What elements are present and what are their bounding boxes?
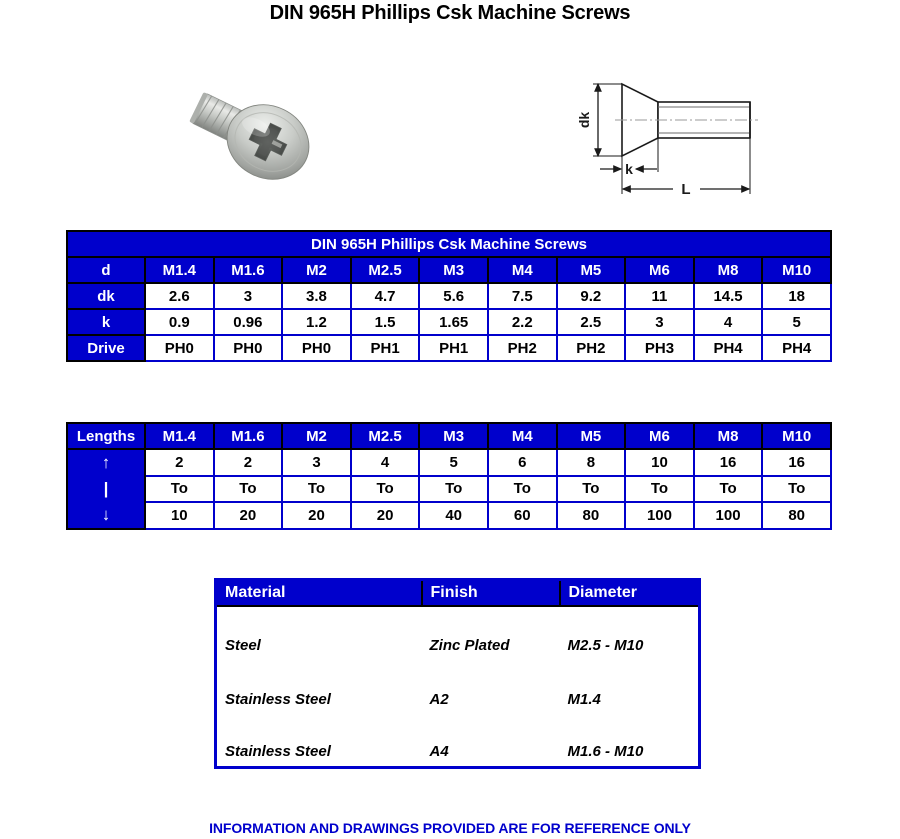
cell-value: 4 xyxy=(694,309,763,335)
material-column-header: Material xyxy=(216,580,422,606)
cell-value: 11 xyxy=(625,283,694,309)
technical-drawing xyxy=(560,72,770,202)
drawing-label-dk: dk xyxy=(576,111,592,129)
size-header: M10 xyxy=(762,423,831,449)
cell-value: 2.6 xyxy=(145,283,214,309)
cell-value: 5 xyxy=(419,449,488,476)
cell-value: 2.2 xyxy=(488,309,557,335)
drawing-label-L: L xyxy=(681,181,691,198)
cell-value: 3 xyxy=(625,309,694,335)
size-header: M3 xyxy=(419,257,488,283)
size-header: M1.4 xyxy=(145,423,214,449)
cell-value: To xyxy=(625,476,694,503)
cell-value: 2 xyxy=(145,449,214,476)
cell-value: 100 xyxy=(625,502,694,529)
table-row xyxy=(67,335,831,361)
cell-value: PH0 xyxy=(145,335,214,361)
diameter-column-header: Diameter xyxy=(560,580,700,606)
product-photo xyxy=(176,72,326,197)
size-header: M8 xyxy=(694,423,763,449)
cell-value: To xyxy=(145,476,214,503)
cell-value: 14.5 xyxy=(694,283,763,309)
cell-value: 16 xyxy=(694,449,763,476)
disclaimer-footer: INFORMATION AND DRAWINGS PROVIDED ARE FOR REFERENCE ONLY xyxy=(209,820,691,836)
table-row xyxy=(67,449,831,476)
size-header: M2 xyxy=(282,257,351,283)
cell-value: 3 xyxy=(282,449,351,476)
cell-value: 1.5 xyxy=(351,309,420,335)
cell-value: 9.2 xyxy=(557,283,626,309)
cell-value: 18 xyxy=(762,283,831,309)
cell-value: To xyxy=(557,476,626,503)
cell-value: PH4 xyxy=(762,335,831,361)
size-header: M10 xyxy=(762,257,831,283)
drawing-label-k: k xyxy=(625,161,633,177)
material-table xyxy=(214,578,701,769)
cell-value: 80 xyxy=(557,502,626,529)
cell-value: PH0 xyxy=(214,335,283,361)
cell-value: 20 xyxy=(214,502,283,529)
page-title: DIN 965H Phillips Csk Machine Screws xyxy=(269,2,631,24)
arrow-bar-icon: | xyxy=(103,479,109,499)
cell-value: To xyxy=(214,476,283,503)
lengths-table xyxy=(66,422,832,530)
finish-value: A2 xyxy=(422,660,560,714)
cell-value: To xyxy=(488,476,557,503)
cell-value: 5 xyxy=(762,309,831,335)
cell-value: 40 xyxy=(419,502,488,529)
table-row xyxy=(67,476,831,503)
dimensions-header-label: d xyxy=(67,257,145,283)
material-value: Stainless Steel xyxy=(216,714,422,768)
cell-value: PH1 xyxy=(419,335,488,361)
lengths-header-label: Lengths xyxy=(67,423,145,449)
row-label: k xyxy=(67,309,145,335)
table-row xyxy=(216,660,700,714)
table-row xyxy=(216,606,700,660)
cell-value: PH1 xyxy=(351,335,420,361)
table-row-header xyxy=(216,580,700,606)
arrow-down-icon: ↓ xyxy=(101,505,111,525)
cell-value: To xyxy=(419,476,488,503)
cell-value: PH2 xyxy=(488,335,557,361)
size-header: M1.4 xyxy=(145,257,214,283)
material-value: Steel xyxy=(216,606,422,660)
diameter-value: M1.6 - M10 xyxy=(560,714,700,768)
screw-photo-svg xyxy=(176,72,326,197)
cell-value: 10 xyxy=(145,502,214,529)
size-header: M6 xyxy=(625,423,694,449)
cell-value: 16 xyxy=(762,449,831,476)
lengths-range-arrows xyxy=(67,449,145,529)
size-header: M2.5 xyxy=(351,257,420,283)
size-header: M4 xyxy=(488,423,557,449)
table-row xyxy=(67,502,831,529)
cell-value: 20 xyxy=(351,502,420,529)
cell-value: To xyxy=(694,476,763,503)
size-header: M2.5 xyxy=(351,423,420,449)
row-label: dk xyxy=(67,283,145,309)
cell-value: 100 xyxy=(694,502,763,529)
arrow-up-icon: ↑ xyxy=(101,453,111,473)
diameter-value: M2.5 - M10 xyxy=(560,606,700,660)
cell-value: 4 xyxy=(351,449,420,476)
size-header: M6 xyxy=(625,257,694,283)
dimensions-banner: DIN 965H Phillips Csk Machine Screws xyxy=(67,231,831,257)
cell-value: PH4 xyxy=(694,335,763,361)
finish-value: Zinc Plated xyxy=(422,606,560,660)
table-row xyxy=(67,283,831,309)
cell-value: 0.96 xyxy=(214,309,283,335)
cell-value: PH2 xyxy=(557,335,626,361)
cell-value: 5.6 xyxy=(419,283,488,309)
size-header: M8 xyxy=(694,257,763,283)
cell-value: 60 xyxy=(488,502,557,529)
row-label: Drive xyxy=(67,335,145,361)
cell-value: 20 xyxy=(282,502,351,529)
cell-value: 8 xyxy=(557,449,626,476)
table-row-banner xyxy=(67,231,831,257)
size-header: M2 xyxy=(282,423,351,449)
size-header: M1.6 xyxy=(214,257,283,283)
cell-value: 7.5 xyxy=(488,283,557,309)
table-row xyxy=(67,309,831,335)
cell-value: 3 xyxy=(214,283,283,309)
cell-value: PH3 xyxy=(625,335,694,361)
table-row-header xyxy=(67,423,831,449)
size-header: M4 xyxy=(488,257,557,283)
size-header: M3 xyxy=(419,423,488,449)
cell-value: 10 xyxy=(625,449,694,476)
dimensions-table xyxy=(66,230,832,362)
table-row-header xyxy=(67,257,831,283)
cell-value: 4.7 xyxy=(351,283,420,309)
screw-drawing-svg xyxy=(560,72,770,202)
table-row xyxy=(216,714,700,768)
cell-value: 0.9 xyxy=(145,309,214,335)
cell-value: 1.65 xyxy=(419,309,488,335)
cell-value: 3.8 xyxy=(282,283,351,309)
cell-value: PH0 xyxy=(282,335,351,361)
finish-column-header: Finish xyxy=(422,580,560,606)
size-header: M5 xyxy=(557,257,626,283)
cell-value: 6 xyxy=(488,449,557,476)
cell-value: To xyxy=(351,476,420,503)
material-value: Stainless Steel xyxy=(216,660,422,714)
cell-value: 80 xyxy=(762,502,831,529)
cell-value: 1.2 xyxy=(282,309,351,335)
cell-value: 2.5 xyxy=(557,309,626,335)
size-header: M1.6 xyxy=(214,423,283,449)
cell-value: 2 xyxy=(214,449,283,476)
cell-value: To xyxy=(282,476,351,503)
finish-value: A4 xyxy=(422,714,560,768)
cell-value: To xyxy=(762,476,831,503)
size-header: M5 xyxy=(557,423,626,449)
diameter-value: M1.4 xyxy=(560,660,700,714)
